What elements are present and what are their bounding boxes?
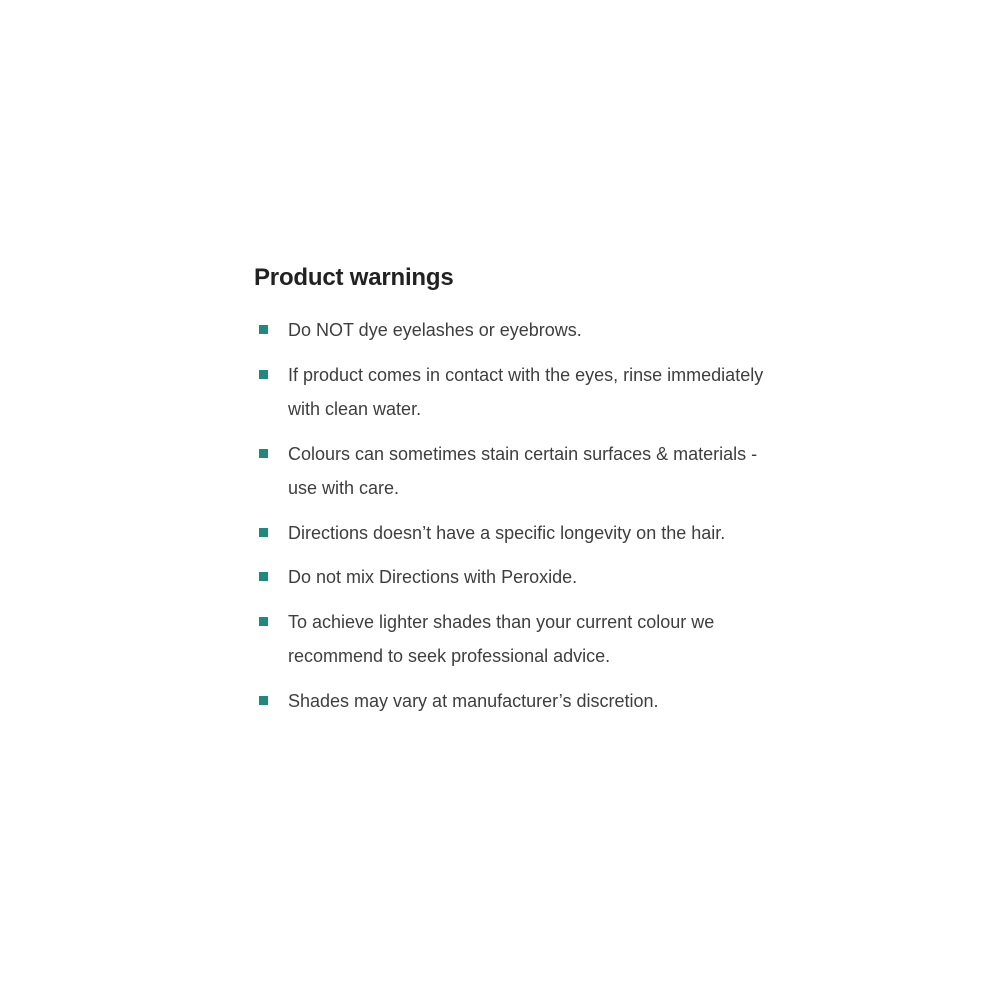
square-bullet-icon bbox=[259, 617, 268, 626]
list-item-text: Do NOT dye eyelashes or eyebrows. bbox=[288, 320, 582, 340]
product-warnings-section bbox=[254, 262, 774, 728]
square-bullet-icon bbox=[259, 449, 268, 458]
list-item bbox=[254, 516, 774, 551]
list-item bbox=[254, 684, 774, 719]
list-item-text: Shades may vary at manufacturer’s discretion. bbox=[288, 690, 659, 711]
list-item bbox=[254, 437, 774, 506]
warnings-list bbox=[254, 313, 774, 718]
square-bullet-icon bbox=[259, 696, 268, 705]
list-item bbox=[254, 605, 774, 674]
list-item-text: To achieve lighter shades than your current colour we recommend to seek professional advice. bbox=[288, 611, 715, 666]
section-title: Product warnings bbox=[254, 264, 454, 291]
list-item-text: Colours can sometimes stain certain surfaces & materials - use with care. bbox=[288, 443, 758, 498]
list-item-text: If product comes in contact with the eyes, rinse immediately with clean water. bbox=[288, 364, 764, 419]
list-item bbox=[254, 560, 774, 595]
square-bullet-icon bbox=[259, 370, 268, 379]
list-item bbox=[254, 313, 774, 348]
list-item-text: Directions doesn’t have a specific longevity on the hair. bbox=[288, 522, 726, 543]
square-bullet-icon bbox=[259, 528, 268, 537]
square-bullet-icon bbox=[259, 325, 268, 334]
square-bullet-icon bbox=[259, 572, 268, 581]
list-item-text: Do not mix Directions with Peroxide. bbox=[288, 567, 578, 587]
list-item bbox=[254, 358, 774, 427]
